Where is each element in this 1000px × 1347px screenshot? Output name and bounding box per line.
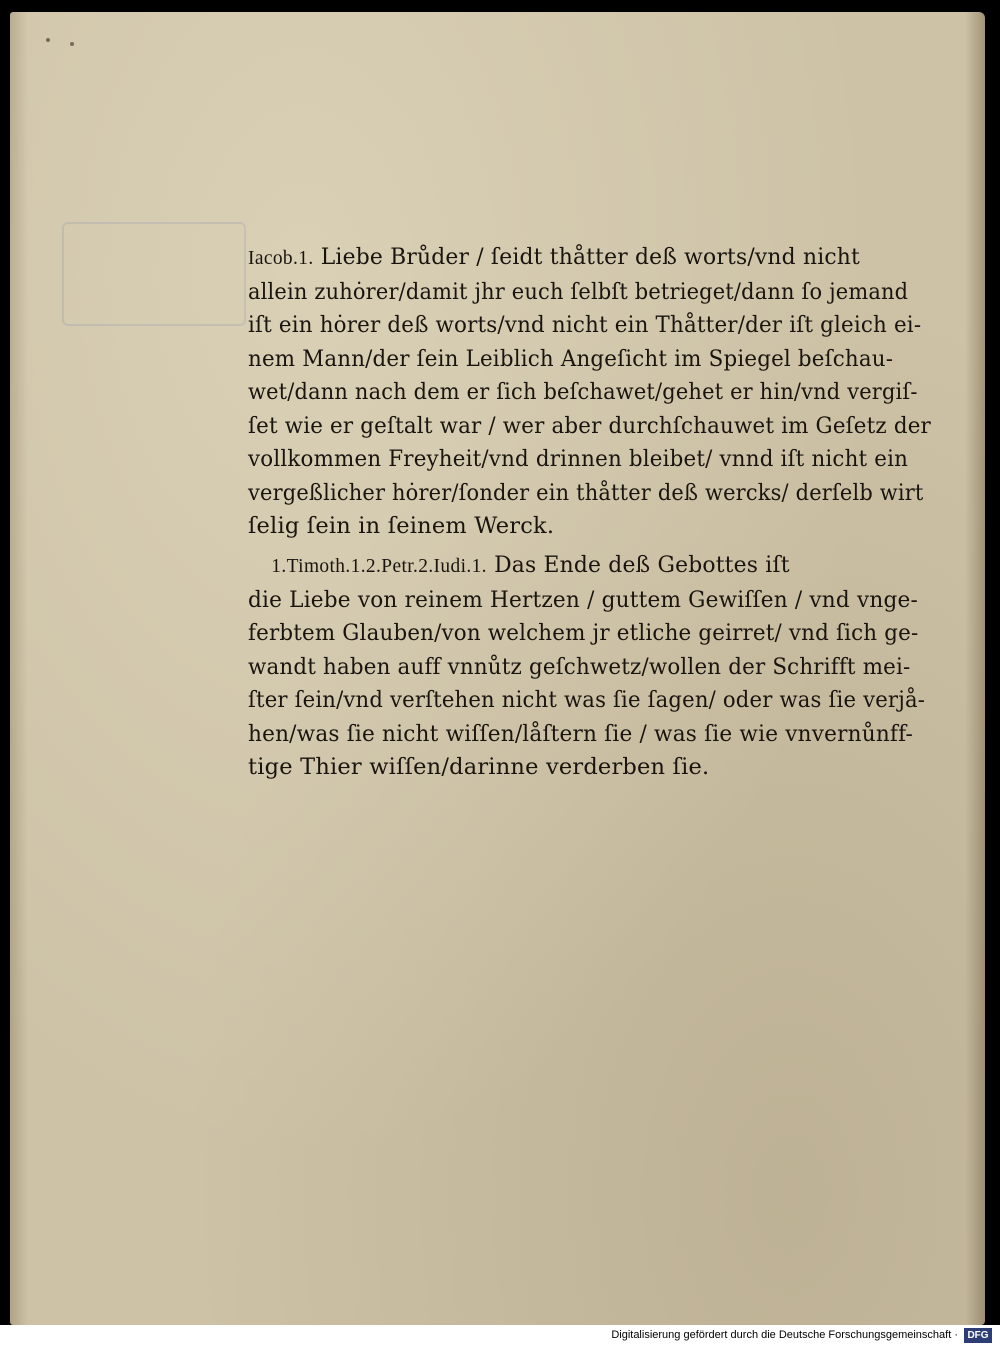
dfg-logo-icon: DFG: [964, 1328, 992, 1343]
text-line: Iacob.1. Liebe Brůder / ſeidt thåtter deß worts/vnd nicht: [248, 244, 861, 270]
paragraph-jacob: [248, 241, 931, 544]
text-line: 1.Timoth.1.2.Petr.2.Iudi.1. Das Ende deß Gebottes iſt: [248, 549, 879, 584]
text-line: allein zuhȯrer/damit jhr euch ſelbſt betrieget/dann ſo jemand: [248, 278, 909, 305]
dfg-credit: Digitalisierung gefördert durch die Deutsche Forschungsgemeinschaft ·: [611, 1329, 958, 1341]
text-line: hen/was ſie nicht wiſſen/låſtern ſie / was ſie wie vnvernůnff-: [248, 720, 914, 747]
paragraph-timothy: [248, 549, 926, 785]
text-line: wet/dann nach dem er ſich beſchawet/gehet er hin/vnd vergiſ-: [248, 379, 918, 405]
ink-speck: [46, 38, 50, 42]
text-line: wandt haben auff vnnůtz geſchwetz/wollen der Schrifft mei-: [248, 653, 911, 680]
text-line: ſet wie er geſtalt war / wer aber durchſchauwet im Geſetz der: [248, 412, 931, 439]
text-line: vollkommen Freyheit/vnd drinnen bleibet/ vnnd iſt nicht ein: [248, 446, 909, 472]
text-line: vergeßlicher hȯrer/ſonder ein thåtter deß wercks/ derſelb wirt: [248, 479, 924, 506]
faded-library-stamp: [62, 222, 246, 326]
text-line: ſter ſein/vnd verſtehen nicht was ſie ſagen/ oder was ſie verjå-: [248, 687, 926, 713]
scripture-reference: Iacob.1.: [248, 247, 314, 269]
text-line: die Liebe von reinem Hertzen / guttem Gewiſſen / vnd vnge-: [248, 586, 918, 613]
ink-speck: [70, 42, 74, 46]
text-line: nem Mann/der ſein Leiblich Angeſicht im Spiegel beſchau-: [248, 345, 894, 372]
text-line: iſt ein hȯrer deß worts/vnd nicht ein Thåtter/der iſt gleich ei-: [248, 312, 922, 338]
text-line: ferbtem Glauben/von welchem jr etliche geirret/ vnd ſich ge-: [248, 620, 919, 646]
digitization-footer: [0, 1325, 1000, 1347]
text-line: ſelig ſein in ſeinem Werck.: [248, 513, 555, 539]
text-line: tige Thier wiſſen/darinne verderben ſie.: [248, 754, 710, 780]
scripture-reference: 1.Timoth.1.2.Petr.2.Iudi.1.: [271, 555, 487, 577]
